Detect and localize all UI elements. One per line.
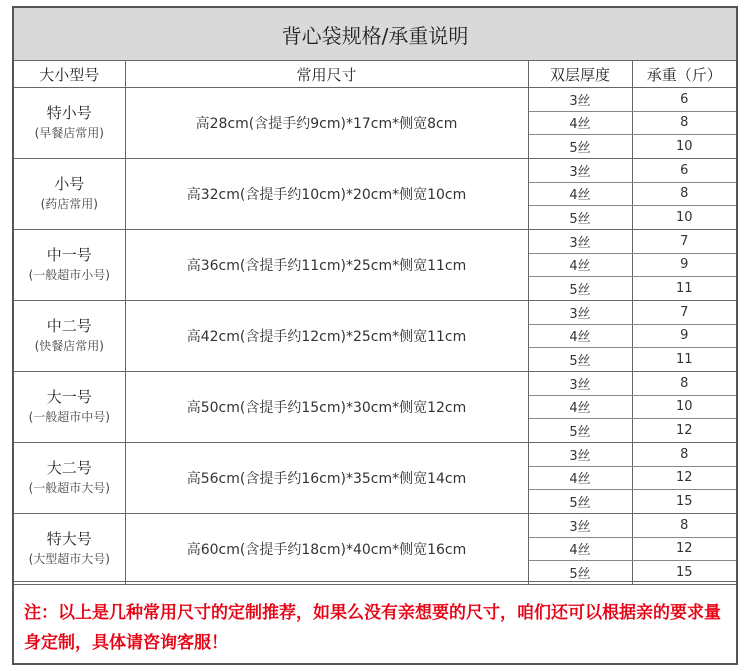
thickness-cell: 3丝 — [528, 443, 632, 467]
spec-sheet — [12, 6, 738, 665]
thickness-cell: 4丝 — [528, 182, 632, 206]
table-row — [14, 230, 736, 254]
weight-cell: 11 — [632, 277, 736, 301]
size-usage: (一般超市中号) — [28, 410, 110, 424]
size-name: 大二号 — [46, 459, 92, 477]
size-name: 中二号 — [46, 317, 92, 335]
thickness-cell: 5丝 — [528, 206, 632, 230]
dimensions-cell: 高60cm(含提手约18cm)*40cm*侧宽16cm — [125, 514, 528, 585]
sheet-title: 背心袋规格/承重说明 — [14, 8, 736, 61]
thickness-cell: 3丝 — [528, 159, 632, 183]
thickness-cell: 4丝 — [528, 111, 632, 135]
dimensions-cell: 高50cm(含提手约15cm)*30cm*侧宽12cm — [125, 372, 528, 443]
weight-cell: 10 — [632, 135, 736, 159]
size-cell — [14, 372, 125, 443]
weight-cell: 6 — [632, 88, 736, 112]
weight-cell: 8 — [632, 514, 736, 538]
weight-cell: 12 — [632, 419, 736, 443]
custom-note: 注：以上是几种常用尺寸的定制推荐，如果么没有亲想要的尺寸，咱们还可以根据亲的要求量身定制，具体请咨询客服！ — [14, 581, 736, 663]
size-cell — [14, 230, 125, 301]
size-cell — [14, 88, 125, 159]
weight-cell: 9 — [632, 253, 736, 277]
size-usage: (一般超市大号) — [28, 481, 110, 495]
thickness-cell: 3丝 — [528, 514, 632, 538]
weight-cell: 9 — [632, 324, 736, 348]
weight-cell: 8 — [632, 443, 736, 467]
thickness-cell: 5丝 — [528, 419, 632, 443]
thickness-cell: 3丝 — [528, 372, 632, 396]
thickness-cell: 4丝 — [528, 466, 632, 490]
weight-cell: 10 — [632, 206, 736, 230]
thickness-cell: 5丝 — [528, 348, 632, 372]
table-row — [14, 159, 736, 183]
weight-cell: 7 — [632, 301, 736, 325]
thickness-cell: 4丝 — [528, 324, 632, 348]
table-row — [14, 443, 736, 467]
weight-cell: 15 — [632, 561, 736, 585]
size-usage: (快餐店常用) — [34, 339, 104, 353]
weight-cell: 8 — [632, 111, 736, 135]
size-cell — [14, 514, 125, 585]
thickness-cell: 5丝 — [528, 135, 632, 159]
size-name: 小号 — [54, 175, 85, 193]
weight-cell: 11 — [632, 348, 736, 372]
dimensions-cell: 高56cm(含提手约16cm)*35cm*侧宽14cm — [125, 443, 528, 514]
size-usage: (早餐店常用) — [34, 126, 104, 140]
thickness-cell: 4丝 — [528, 395, 632, 419]
table-row — [14, 372, 736, 396]
header-row — [14, 61, 736, 88]
thickness-cell: 3丝 — [528, 230, 632, 254]
dimensions-cell: 高28cm(含提手约9cm)*17cm*侧宽8cm — [125, 88, 528, 159]
thickness-cell: 3丝 — [528, 88, 632, 112]
thickness-cell: 5丝 — [528, 277, 632, 301]
size-cell — [14, 443, 125, 514]
dimensions-cell: 高32cm(含提手约10cm)*20cm*侧宽10cm — [125, 159, 528, 230]
weight-cell: 12 — [632, 537, 736, 561]
thickness-cell: 5丝 — [528, 490, 632, 514]
size-name: 大一号 — [46, 388, 92, 406]
size-name: 特小号 — [46, 104, 92, 122]
size-usage: (大型超市大号) — [28, 552, 110, 566]
weight-cell: 8 — [632, 182, 736, 206]
thickness-cell: 5丝 — [528, 561, 632, 585]
thickness-cell: 4丝 — [528, 537, 632, 561]
table-row — [14, 88, 736, 112]
weight-cell: 8 — [632, 372, 736, 396]
table-row — [14, 514, 736, 538]
size-usage: (一般超市小号) — [28, 268, 110, 282]
weight-cell: 10 — [632, 395, 736, 419]
size-name: 特大号 — [46, 530, 92, 548]
thickness-cell: 4丝 — [528, 253, 632, 277]
weight-cell: 6 — [632, 159, 736, 183]
header-thickness: 双层厚度 — [528, 61, 632, 88]
weight-cell: 7 — [632, 230, 736, 254]
size-cell — [14, 301, 125, 372]
header-weight: 承重（斤） — [632, 61, 736, 88]
size-name: 中一号 — [46, 246, 92, 264]
thickness-cell: 3丝 — [528, 301, 632, 325]
weight-cell: 12 — [632, 466, 736, 490]
header-size: 大小型号 — [14, 61, 125, 88]
table-row — [14, 301, 736, 325]
size-cell — [14, 159, 125, 230]
spec-table — [14, 61, 736, 585]
weight-cell: 15 — [632, 490, 736, 514]
header-dimensions: 常用尺寸 — [125, 61, 528, 88]
dimensions-cell: 高42cm(含提手约12cm)*25cm*侧宽11cm — [125, 301, 528, 372]
spec-table-body — [14, 88, 736, 585]
dimensions-cell: 高36cm(含提手约11cm)*25cm*侧宽11cm — [125, 230, 528, 301]
size-usage: (药店常用) — [40, 197, 98, 211]
